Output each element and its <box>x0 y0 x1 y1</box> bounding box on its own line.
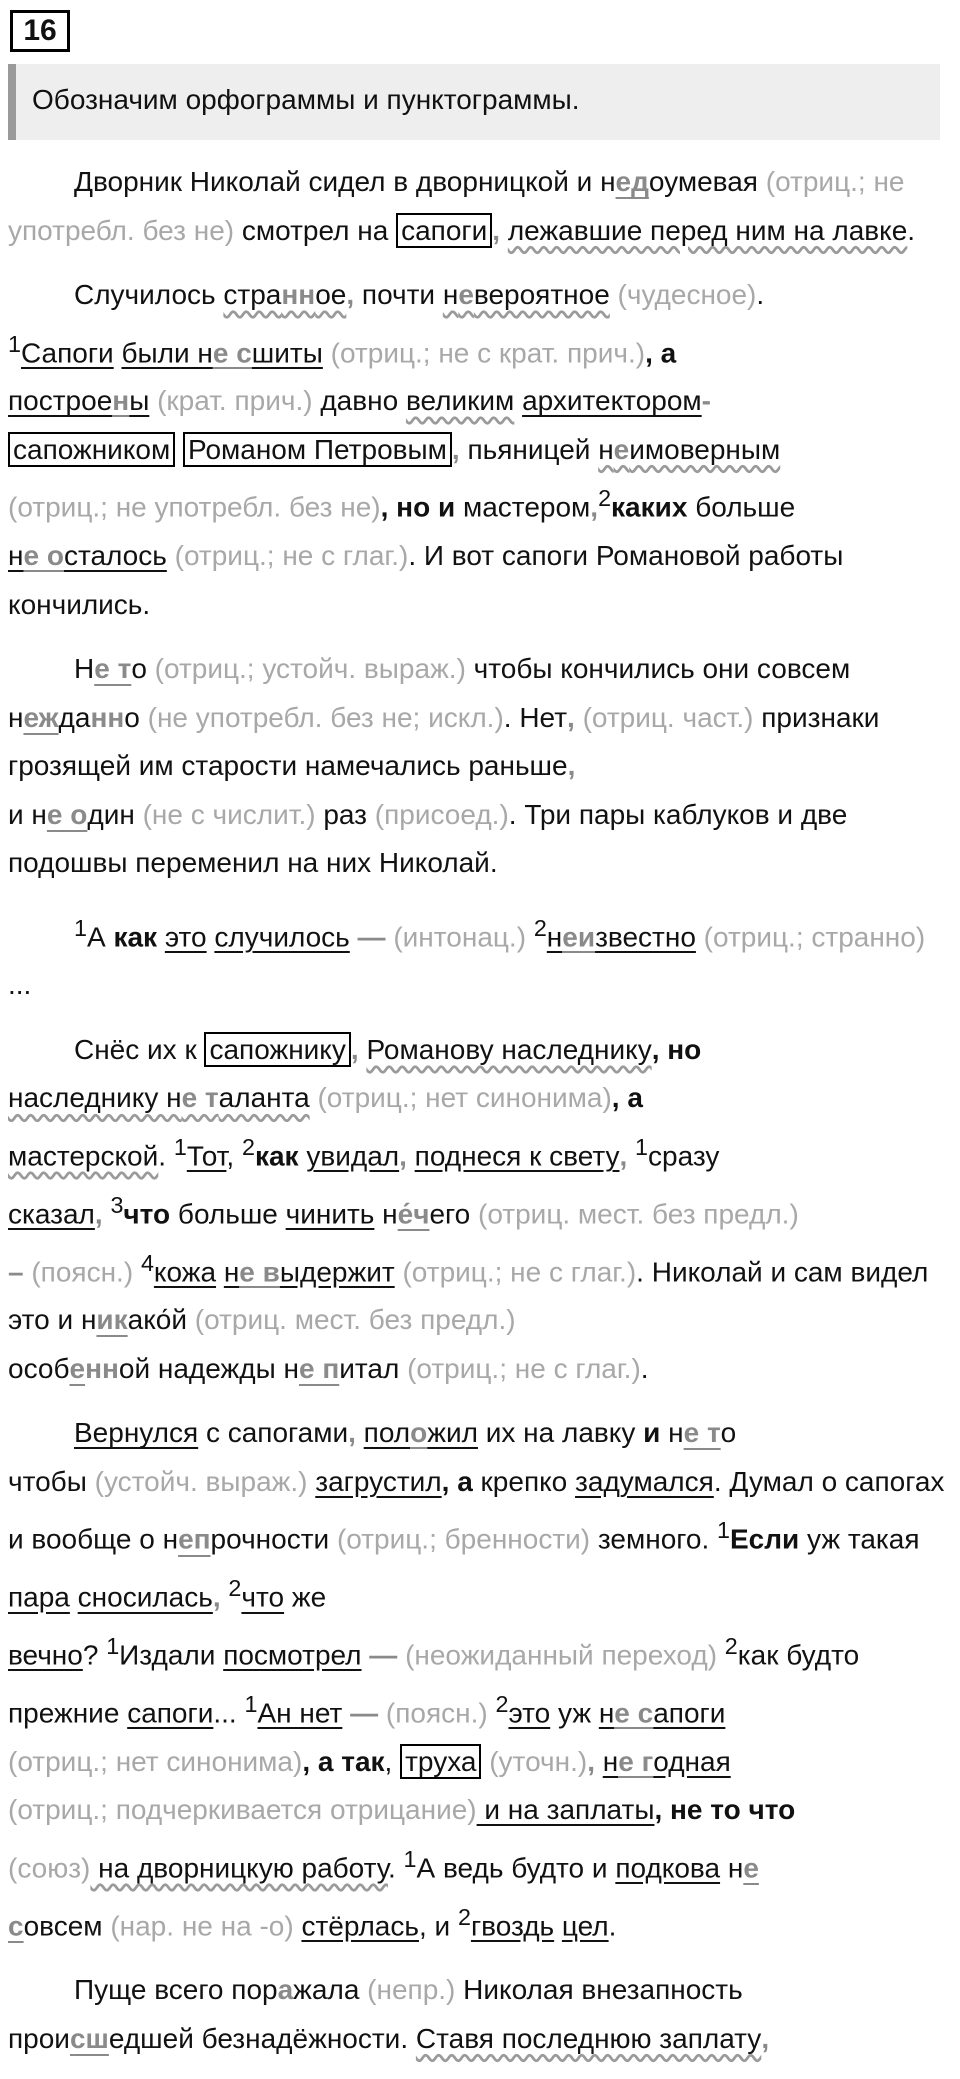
text: . <box>608 1909 617 1941</box>
grammar-note: (чудесное) <box>609 279 757 310</box>
text: , <box>384 1745 401 1777</box>
text: . <box>387 1852 404 1884</box>
spelling-mark: еп <box>178 1523 211 1555</box>
punctuation-mark: , <box>212 1581 229 1613</box>
spelling-mark: о <box>410 1417 428 1449</box>
predicate: шиты <box>251 336 323 368</box>
punctuation-mark: , <box>451 433 460 465</box>
text: . Три пары каблуков и две подошвы переменил на них Николай. <box>8 798 848 879</box>
underlined-phrase: и на заплаты <box>476 1794 655 1826</box>
underlined-word: мастерской <box>8 1140 159 1172</box>
grammar-note: (отриц.; не с глаг.) <box>166 540 409 572</box>
text: . <box>400 2022 416 2054</box>
text: . <box>756 279 765 310</box>
text: . Николай и сам видел это и <box>8 1255 929 1336</box>
text: признаки грозящей им старости намечались раньше <box>8 701 880 782</box>
predicate: апоги <box>653 1697 726 1729</box>
spelling-mark: нн <box>281 279 316 310</box>
text: Случилось <box>74 279 224 310</box>
grammar-note: (отриц.; подчеркивается отрицание) <box>8 1794 477 1826</box>
paragraph-5 <box>8 1026 952 1393</box>
spelling-mark: е с <box>212 336 252 368</box>
text: крепко <box>472 1465 576 1497</box>
clause-index: 2 <box>495 1690 509 1717</box>
grammar-note: (уточн.) <box>481 1745 588 1777</box>
paragraph-3 <box>8 645 952 888</box>
spelling-mark: е т <box>683 1417 721 1449</box>
subject: сапоги <box>127 1697 214 1729</box>
conjunction: , а так <box>302 1745 385 1777</box>
punctuation-mark: , <box>567 701 575 733</box>
text: их на лавку <box>477 1417 644 1449</box>
predicate: загрустил <box>315 1465 442 1497</box>
predicate: ыдержит <box>279 1255 395 1287</box>
text: сразу <box>648 1140 720 1172</box>
text: , и <box>418 1909 458 1941</box>
underlined-phrase: Ставя последнюю заплату <box>415 2022 762 2054</box>
punctuation-mark: , <box>348 1417 356 1449</box>
punctuation-mark: - <box>701 385 711 417</box>
paragraph-1 <box>8 158 952 255</box>
boxed-word: труха <box>400 1744 481 1779</box>
paragraph-7 <box>8 1966 952 2063</box>
text: смотрел на <box>234 214 397 246</box>
text: ? <box>82 1639 107 1671</box>
text: овсем <box>23 1909 103 1941</box>
text: его <box>429 1198 471 1230</box>
text: Издали <box>119 1639 224 1671</box>
underlined-word: н <box>442 279 459 310</box>
boxed-word: сапоги <box>396 213 492 248</box>
predicate: задумался <box>575 1465 714 1497</box>
clause-index: 4 <box>140 1249 154 1276</box>
text <box>554 1910 562 1941</box>
predicate: цел <box>561 1909 609 1941</box>
text: о <box>720 1417 737 1449</box>
text: земного. <box>590 1523 718 1555</box>
predicate: н <box>546 920 563 952</box>
text <box>157 921 165 952</box>
clause-index: 2 <box>533 914 547 941</box>
text: ... <box>8 969 32 1001</box>
predicate: вечно <box>8 1639 83 1671</box>
conjunction: как <box>113 920 158 952</box>
text: уж <box>550 1697 599 1729</box>
text: н <box>8 701 24 733</box>
text: жала <box>293 1974 360 2006</box>
spelling-mark: е о <box>46 798 88 830</box>
subject: подкова <box>615 1852 721 1884</box>
clause-index: 1 <box>106 1633 120 1660</box>
spelling-mark: е г <box>618 1745 654 1777</box>
predicate: Вернулся <box>74 1417 199 1449</box>
spelling-mark: н <box>112 385 130 417</box>
subject: Тот <box>186 1140 227 1172</box>
spelling-mark: ик <box>96 1304 128 1336</box>
text: итал <box>339 1352 400 1384</box>
text: н <box>382 1198 398 1230</box>
spelling-mark: ед <box>615 166 649 197</box>
text: и <box>8 798 32 830</box>
predicate: сносилась <box>77 1581 213 1613</box>
predicate: пол <box>363 1417 411 1449</box>
paragraph-6 <box>8 1409 952 1950</box>
punctuation-mark: — <box>361 1639 398 1671</box>
punctuation-mark: , <box>587 1745 603 1777</box>
grammar-note: (крат. прич.) <box>149 385 313 417</box>
text: Дворник Николай сидел в дворницкой и <box>74 166 601 197</box>
text: о <box>124 701 140 733</box>
underlined-word: н <box>598 433 614 465</box>
predicate: н <box>223 1255 240 1287</box>
clause-index: 1 <box>635 1133 649 1160</box>
text: . Нет <box>503 701 568 733</box>
underlined-word: великим <box>405 385 515 417</box>
underlined-word: архитектором <box>522 385 702 417</box>
underlined-phrase: наследнику н <box>8 1082 182 1114</box>
text: Пуще всего <box>74 1974 232 2006</box>
grammar-note: (поясн.) <box>378 1697 488 1729</box>
predicate: жил <box>427 1417 478 1449</box>
grammar-note: (союз) <box>8 1852 91 1884</box>
clause-index: 1 <box>8 330 21 357</box>
grammar-note: (отриц.; не с глаг.) <box>394 1255 637 1287</box>
header-title: Обозначим орфограммы и пунктограммы. <box>32 84 580 115</box>
text: пор <box>231 1974 278 2006</box>
spelling-mark: е с <box>614 1697 654 1729</box>
text: Снёс их к <box>74 1033 205 1065</box>
grammar-note: (отриц.; устойч. выраж.) <box>146 653 466 685</box>
subject: гвоздь <box>470 1909 555 1941</box>
spelling-mark: сш <box>69 2022 109 2054</box>
text <box>356 1417 364 1448</box>
punctuation-mark: , <box>492 214 508 246</box>
conjunction: и <box>643 1417 661 1449</box>
punctuation-mark: – <box>8 1255 24 1287</box>
text: ... <box>213 1697 245 1729</box>
text: ой надежды н <box>118 1352 299 1384</box>
grammar-note: (не с числит.) <box>134 798 316 830</box>
predicate: увидал <box>306 1140 400 1172</box>
predicate: н <box>602 1745 619 1777</box>
grammar-note: (отриц.; нет синонима) <box>309 1082 612 1114</box>
subject: Сапоги <box>20 336 114 368</box>
text: почти <box>354 279 443 310</box>
punctuation-mark: , <box>567 750 576 782</box>
predicate: сталось <box>63 540 167 572</box>
conjunction: , но <box>651 1033 702 1065</box>
spelling-mark: е п <box>298 1352 340 1384</box>
text: н <box>162 1523 179 1555</box>
text: Николая внезапность <box>455 1974 743 2006</box>
clause-index: 3 <box>110 1191 124 1218</box>
clause-index: 1 <box>74 914 87 941</box>
spelling-mark: е т <box>181 1082 219 1114</box>
text: н <box>660 1417 684 1449</box>
punctuation-mark: — <box>342 1697 379 1729</box>
underlined-word: стра <box>223 279 282 310</box>
spelling-mark: е <box>458 279 474 310</box>
spelling-mark: е в <box>239 1255 280 1287</box>
punctuation-mark: , <box>399 1140 415 1172</box>
clause-index: 2 <box>724 1633 738 1660</box>
underlined-phrase: на дворницкую работу <box>90 1852 388 1884</box>
paragraph-4 <box>8 904 952 1010</box>
predicate: стёрлась <box>301 1909 419 1941</box>
punctuation-mark: , <box>761 2022 770 2054</box>
grammar-note: (непр.) <box>359 1974 456 2006</box>
text: . Думал о сапогах и вообще о <box>8 1465 945 1555</box>
text: да <box>58 701 91 733</box>
spelling-mark: е о <box>23 540 64 572</box>
underlined-phrase: Романову наследнику <box>366 1033 652 1065</box>
underlined-word: вероятное <box>473 279 610 310</box>
text: А ведь будто и <box>416 1852 616 1884</box>
conjunction: , а <box>441 1465 473 1497</box>
punctuation-mark: , <box>94 1198 111 1230</box>
predicate: н <box>598 1697 615 1729</box>
spelling-mark: а <box>277 1974 294 2006</box>
text: дин <box>87 798 135 830</box>
predicate: одная <box>653 1745 731 1777</box>
text: н <box>720 1852 744 1884</box>
clause-index: 2 <box>228 1575 242 1602</box>
grammar-note: (отриц.; нет синонима) <box>8 1745 303 1777</box>
task-number: 16 <box>10 10 70 52</box>
conjunction: , а <box>645 336 677 368</box>
predicate: посмотрел <box>223 1639 362 1671</box>
text: мастером <box>455 491 591 523</box>
text: пьяницей <box>459 433 599 465</box>
text: оумевая <box>648 166 758 197</box>
text: больше <box>687 491 796 523</box>
subject: что <box>241 1581 285 1613</box>
conjunction: каких <box>611 491 688 523</box>
subject: пара <box>8 1581 70 1613</box>
text <box>175 434 183 465</box>
text: о <box>131 653 147 685</box>
conjunction: , но и <box>380 491 456 523</box>
underlined-word: ое <box>315 279 347 310</box>
clause-index: 2 <box>598 485 612 512</box>
text: . <box>640 1352 649 1384</box>
text: н <box>31 798 47 830</box>
grammar-note: (интонац.) <box>385 920 527 952</box>
text: чтобы кончились они совсем <box>465 653 851 685</box>
text: прои <box>8 2022 70 2054</box>
conjunction: , не то что <box>654 1794 796 1826</box>
text: едшей безнадёжности <box>108 2022 401 2054</box>
clause-index: 2 <box>241 1133 255 1160</box>
grammar-note: (отриц.; бренности) <box>329 1523 591 1555</box>
grammar-note: (нар. не на -о) <box>102 1909 294 1941</box>
predicate: н <box>8 540 24 572</box>
underlined-phrase: лежавшие перед ним на лавке <box>507 214 908 246</box>
boxed-word: сапожником <box>8 432 175 467</box>
text: н <box>600 166 616 197</box>
predicate: случилось <box>214 920 350 952</box>
clause-index: 1 <box>173 1133 187 1160</box>
predicate: ы <box>129 385 150 417</box>
grammar-note: (отриц. мест. без предл.) <box>187 1304 516 1336</box>
text <box>70 1582 78 1613</box>
text <box>216 1256 224 1287</box>
text: чтобы <box>8 1465 87 1497</box>
spelling-mark: еж <box>23 701 59 733</box>
text <box>526 921 534 952</box>
predicate: звестно <box>595 920 696 952</box>
conjunction: Если <box>730 1523 800 1555</box>
conjunction: что <box>123 1198 171 1230</box>
grammar-note: (поясн.) <box>23 1255 134 1287</box>
spelling-mark: е <box>69 1352 86 1384</box>
text: с сапогами <box>198 1417 349 1449</box>
subject: кожа <box>153 1255 217 1287</box>
text-body <box>8 158 952 2079</box>
grammar-note: (отриц. част.) <box>574 701 754 733</box>
spelling-mark: е т <box>94 653 132 685</box>
text: н <box>80 1304 97 1336</box>
clause-index: 2 <box>457 1903 471 1930</box>
grammar-note: (устойч. выраж.) <box>86 1465 308 1497</box>
spelling-mark: с <box>8 1909 24 1941</box>
text: Н <box>74 653 95 685</box>
text: особ <box>8 1352 70 1384</box>
paragraph-2 <box>8 271 952 629</box>
predicate: сказал <box>8 1198 95 1230</box>
grammar-note: (отриц.; не с крат. прич.) <box>322 336 646 368</box>
text: давно <box>312 385 406 417</box>
grammar-note: (присоед.) <box>367 798 509 830</box>
spelling-mark: еи <box>562 920 596 952</box>
predicate: чинить <box>285 1198 375 1230</box>
predicate: были н <box>121 336 213 368</box>
spelling-mark: е <box>743 1852 759 1884</box>
grammar-note: (отриц.; не с глаг.) <box>399 1352 641 1384</box>
grammar-note: (неожиданный переход) <box>397 1639 718 1671</box>
text: раз <box>315 798 367 830</box>
grammar-note: (не употребл. без не; искл.) <box>139 701 504 733</box>
clause-index: 1 <box>244 1690 258 1717</box>
text: . И вот сапоги Романовой работы кончились. <box>8 540 844 620</box>
text <box>717 1639 725 1670</box>
text <box>374 1198 382 1229</box>
text: как будто прежние <box>8 1639 860 1729</box>
underlined-phrase: поднеся к свету <box>414 1140 620 1172</box>
punctuation-mark: , <box>619 1140 636 1172</box>
subject: это <box>164 920 207 952</box>
text: уж такая <box>799 1523 920 1555</box>
text: . <box>907 214 916 246</box>
predicate: Ан нет <box>257 1697 343 1729</box>
text <box>133 1256 141 1287</box>
underlined-word: имоверным <box>629 433 781 465</box>
text: ако́й <box>127 1304 188 1336</box>
clause-index: 1 <box>717 1517 730 1544</box>
text: рочности <box>210 1523 330 1555</box>
text: больше <box>170 1198 286 1230</box>
grammar-note: (отриц. мест. без предл.) <box>470 1198 799 1230</box>
text: А <box>86 920 114 952</box>
text <box>514 385 522 416</box>
text: же <box>284 1581 327 1613</box>
spelling-mark: е <box>613 433 630 465</box>
underlined-phrase: аланта <box>218 1082 310 1114</box>
section-header <box>8 64 940 140</box>
punctuation-mark: , <box>350 1033 359 1065</box>
predicate: построе <box>8 385 113 417</box>
spelling-mark: нн <box>90 701 125 733</box>
spelling-mark: е́ч <box>397 1198 430 1230</box>
grammar-note: (отриц.; не употребл. без не) <box>8 491 381 523</box>
text: . <box>158 1140 174 1172</box>
grammar-note: (отриц.; не употребл. без не) <box>8 166 905 246</box>
grammar-note: (отриц.; странно) <box>695 920 926 952</box>
conjunction: , а <box>611 1082 643 1114</box>
clause-index: 1 <box>403 1845 417 1872</box>
boxed-word: Романом Петровым <box>183 432 452 467</box>
subject: это <box>508 1697 551 1729</box>
spelling-mark: нн <box>85 1352 119 1384</box>
text: , <box>226 1140 242 1172</box>
punctuation-mark: — <box>349 920 386 952</box>
boxed-word: сапожнику <box>204 1032 350 1067</box>
punctuation-mark: , <box>590 491 599 523</box>
punctuation-mark: , <box>346 279 355 310</box>
conjunction: как <box>254 1140 299 1172</box>
